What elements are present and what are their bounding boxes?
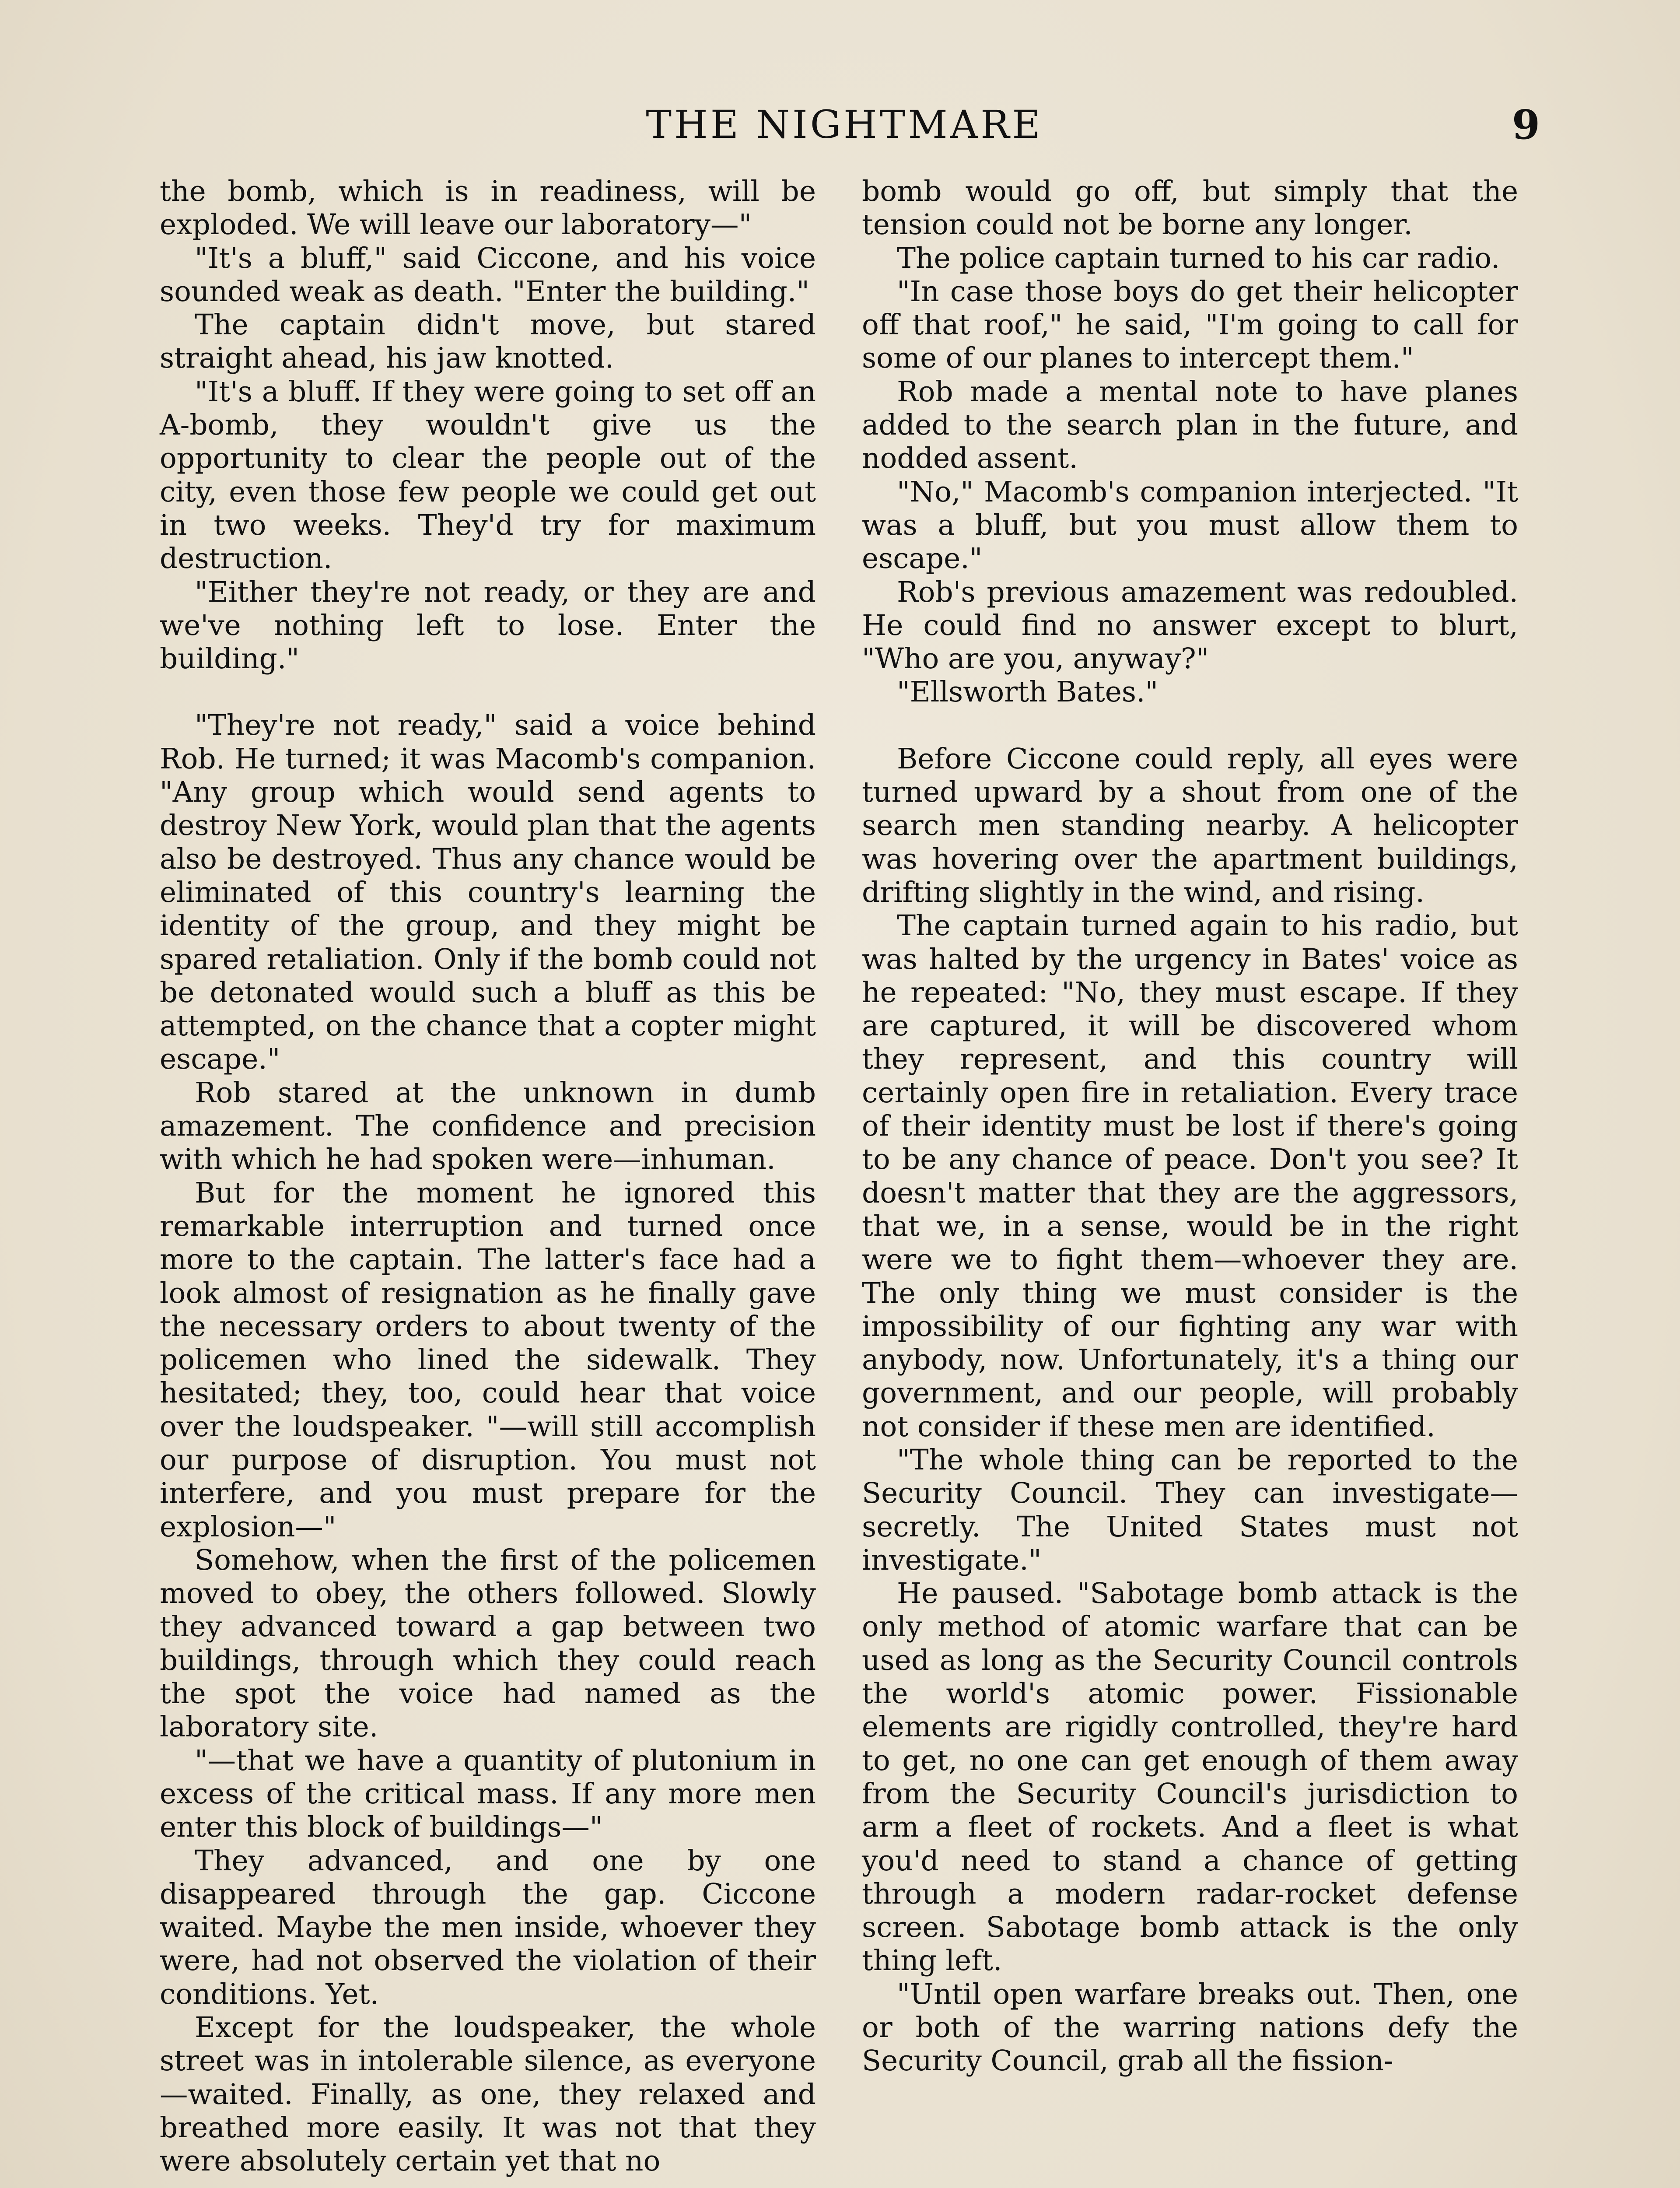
paragraph: "Until open warfare breaks out. Then, one or both of the warring nations defy the Security Council, grab all the fission-: [862, 1978, 1518, 2078]
paragraph: But for the moment he ignored this remarkable interruption and turned once more to the captain. The latter's face had a look almost of resignation as he finally gave the necessary orders to about twenty of the policemen who lined the sidewalk. They hesitated; they, too, could hear that voice over the loudspeaker. "—will still accomplish our purpose of disruption. You must not interfere, and you must prepare for the explosion—": [160, 1176, 816, 1543]
paragraph: Somehow, when the first of the policemen moved to obey, the others followed. Slowly they advanced toward a gap between two buildings, through which they could reach the spot the voice had named as the laboratory site.: [160, 1543, 816, 1744]
paragraph: "The whole thing can be reported to the Security Council. They can investigate—secretly. The United States must not investigate.": [862, 1443, 1518, 1577]
paragraph: "In case those boys do get their helicopter off that roof," he said, "I'm going to call for some of our planes to intercept them.": [862, 275, 1518, 375]
paragraph: Before Ciccone could reply, all eyes were turned upward by a shout from one of the search men standing nearby. A helicopter was hovering over the apartment buildings, drifting slightly in the wind, and rising.: [862, 742, 1518, 909]
paragraph: Except for the loudspeaker, the whole street was in intolerable silence, as everyone—waited. Finally, as one, they relaxed and breathed more easily. It was not that they were absolutely certain yet that no: [160, 2011, 816, 2178]
paragraph: Rob made a mental note to have planes added to the search plan in the future, and nodded assent.: [862, 375, 1518, 475]
paragraph: "Ellsworth Bates.": [897, 676, 1158, 709]
paragraph: The police captain turned to his car radio.: [897, 242, 1500, 275]
paragraph: The captain didn't move, but stared straight ahead, his jaw knotted.: [160, 309, 816, 375]
paragraph: They advanced, and one by one disappeared through the gap. Ciccone waited. Maybe the men inside, whoever they were, had not observed the violation of their conditions. Yet.: [160, 1844, 816, 2011]
paragraph: bomb would go off, but simply that the tension could not be borne any longer.: [862, 175, 1518, 242]
running-head: THE NIGHTMARE: [646, 102, 1043, 147]
paragraph: The captain turned again to his radio, but was halted by the urgency in Bates' voice as he repeated: "No, they must escape. If they are captured, it will be discovered whom they represent, and this country will certainly open fire in retaliation. Every trace of their identity must be lost if there's going to be any chance of peace. Don't you see? It doesn't matter that they are the aggressors, that we, in a sense, would be in the right were we to fight them—whoever they are. The only thing we must consider is the impossibility of our fighting any war with anybody, now. Unfortunately, it's a thing our government, and our people, will probably not consider if these men are identified.: [862, 909, 1518, 1443]
paragraph: "They're not ready," said a voice behind Rob. He turned; it was Macomb's companion. "Any group which would send agents to destroy New York, would plan that the agents also be destroyed. Thus any chance would be eliminated of this country's learning the identity of the group, and they might be spared retaliation. Only if the bomb could not be detonated would such a bluff as this be attempted, on the chance that a copter might escape.": [160, 709, 816, 1076]
paragraph: "—that we have a quantity of plutonium in excess of the critical mass. If any more men enter this block of buildings—": [160, 1744, 816, 1844]
paragraph: "Either they're not ready, or they are and we've nothing left to lose. Enter the building.": [160, 575, 816, 676]
paragraph: the bomb, which is in readiness, will be exploded. We will leave our laboratory—": [160, 175, 816, 242]
paragraph: He paused. "Sabotage bomb attack is the only method of atomic warfare that can be used as long as the Security Council controls the world's atomic power. Fissionable elements are rigidly controlled, they're hard to get, no one can get enough of them away from the Security Council's jurisdiction to arm a fleet of rockets. And a fleet is what you'd need to stand a chance of getting through a modern radar-rocket defense screen. Sabotage bomb attack is the only thing left.: [862, 1577, 1518, 1978]
page-number: 9: [1512, 101, 1540, 148]
page-header: [158, 101, 1540, 149]
right-column: [862, 175, 1518, 2078]
paragraph: Rob stared at the unknown in dumb amazement. The confidence and precision with which he had spoken were—inhuman.: [160, 1076, 816, 1176]
paragraph: "It's a bluff. If they were going to set off an A-bomb, they wouldn't give us the opportunity to clear the people out of the city, even those few people we could get out in two weeks. They'd try for maximum destruction.: [160, 375, 816, 575]
paragraph: "It's a bluff," said Ciccone, and his voice sounded weak as death. "Enter the building.": [160, 242, 816, 308]
paragraph: "No," Macomb's companion interjected. "It was a bluff, but you must allow them to escape.": [862, 475, 1518, 575]
left-column: [160, 175, 816, 2178]
paragraph: Rob's previous amazement was redoubled. He could find no answer except to blurt, "Who are you, anyway?": [862, 575, 1518, 676]
